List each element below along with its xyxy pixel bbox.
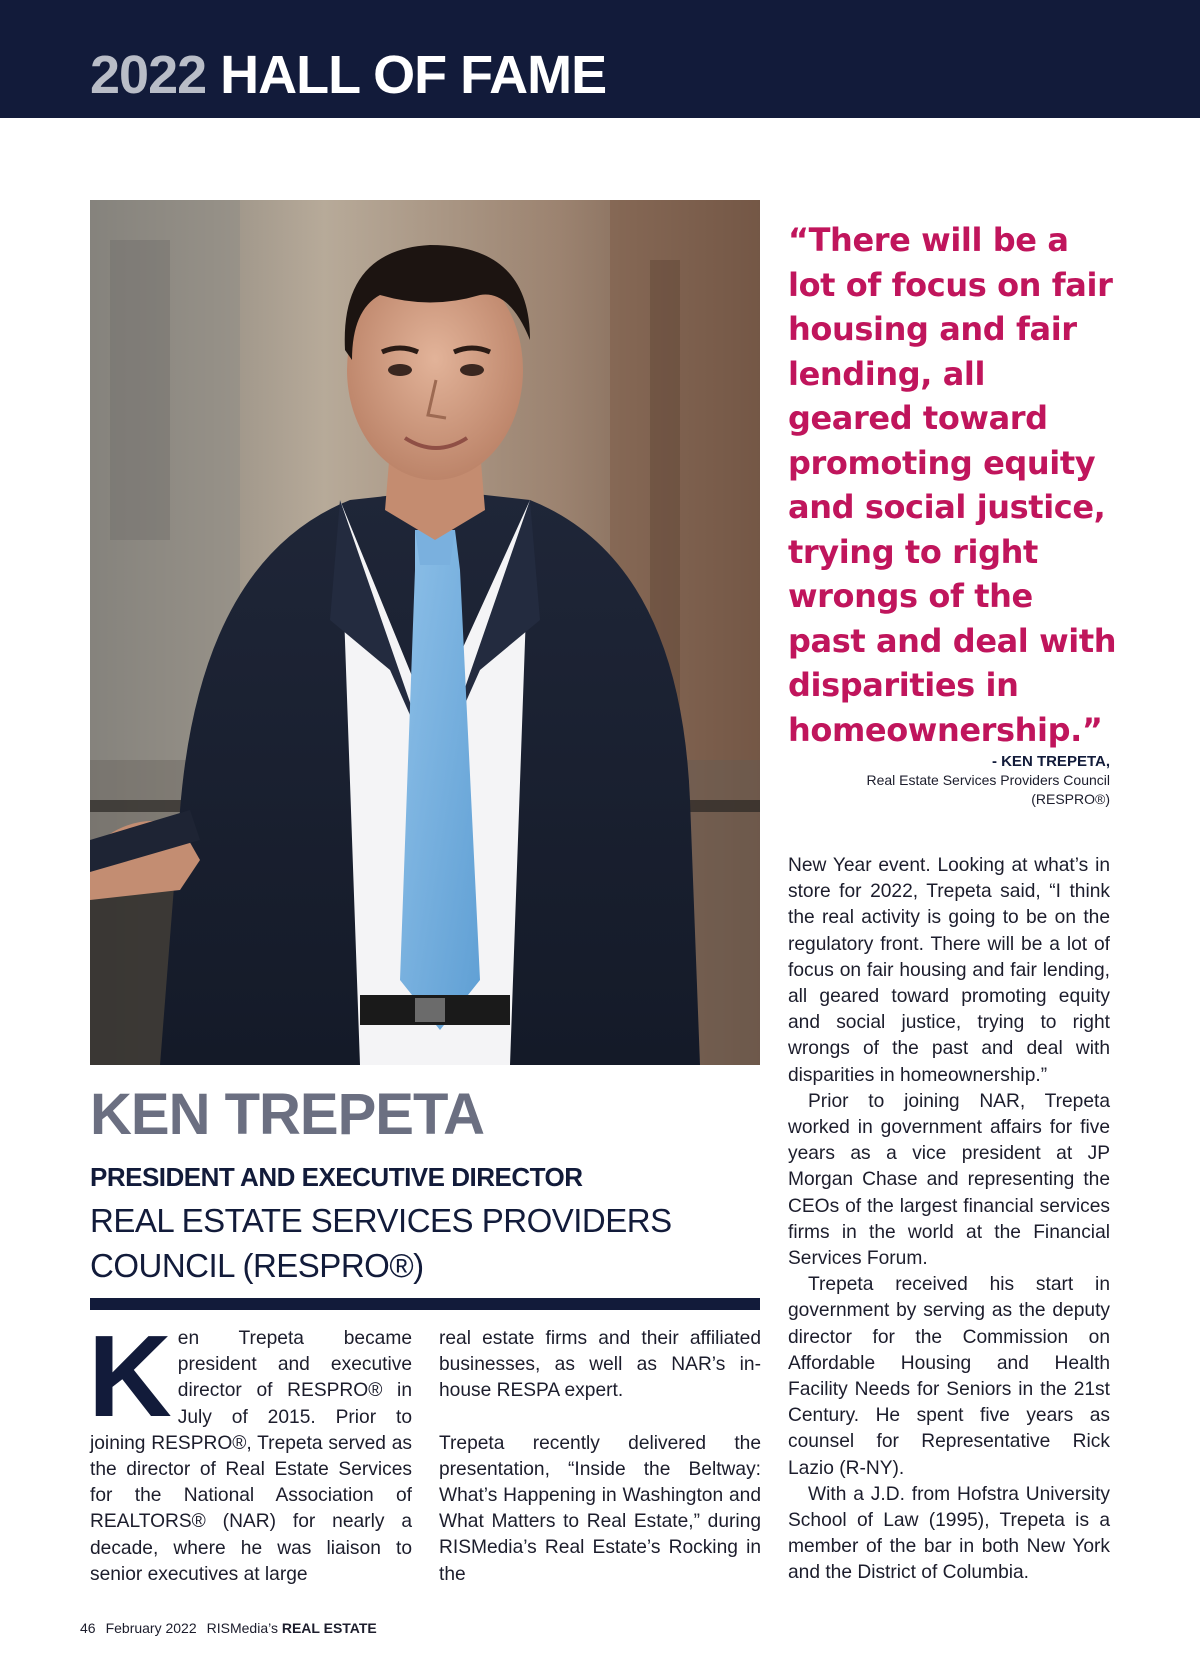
heading-year: 2022 bbox=[90, 45, 207, 105]
article-column-2 bbox=[439, 1326, 761, 1588]
article-paragraph: real estate firms and their affiliated businesses, as well as NAR’s in-house RESPA expert. bbox=[439, 1328, 761, 1402]
publisher-name: RISMedia’s bbox=[206, 1620, 278, 1636]
article-paragraph: Prior to joining NAR, Trepeta worked in government affairs for five years as a vice president at JP Morgan Chase and representing the CEOs of the largest financial services firms in the world at the Financial Services Forum. bbox=[788, 1090, 1110, 1270]
article-paragraph: Trepeta recently delivered the presentation, “Inside the Beltway: What’s Happening in Washington and What Matters to Real Estate,” during RISMedia’s Real Estate’s Rocking in the bbox=[439, 1432, 761, 1585]
page-heading bbox=[90, 45, 607, 105]
person-role: PRESIDENT AND EXECUTIVE DIRECTOR bbox=[90, 1162, 583, 1192]
quote-attribution bbox=[780, 752, 1110, 809]
section-divider bbox=[90, 1298, 760, 1310]
attribution-org-line1: Real Estate Services Providers Council bbox=[866, 772, 1110, 788]
page-footer bbox=[80, 1620, 377, 1636]
article-column-3 bbox=[788, 853, 1110, 1587]
drop-cap: K bbox=[88, 1311, 172, 1441]
portrait-illustration bbox=[90, 200, 760, 1065]
organization-name-line1: REAL ESTATE SERVICES PROVIDERS bbox=[90, 1202, 672, 1239]
magazine-name: REAL ESTATE bbox=[281, 1620, 377, 1636]
page-number: 46 bbox=[80, 1620, 96, 1636]
organization-name bbox=[90, 1198, 710, 1288]
organization-name-line2: COUNCIL (RESPRO®) bbox=[90, 1247, 424, 1284]
attribution-name: - KEN TREPETA, bbox=[991, 753, 1110, 770]
article-paragraph: Trepeta received his start in government by serving as the deputy director for the Commission on Affordable Housing and Health Facility Needs for Seniors in the 21st Century. He spent five years as counsel for Representative Rick Lazio (R-NY). bbox=[788, 1274, 1110, 1479]
portrait-photo bbox=[90, 200, 760, 1065]
person-name: KEN TREPETA bbox=[90, 1082, 484, 1147]
header-banner bbox=[0, 0, 1200, 118]
pull-quote: “There will be a lot of focus on fair housing and fair lending, all geared toward promoting equity and social justice, trying to right wrongs of the past and deal with disparities in homeownership.” bbox=[788, 221, 1117, 749]
issue-date: February 2022 bbox=[105, 1620, 197, 1636]
article-column-1 bbox=[88, 1311, 412, 1588]
article-paragraph: New Year event. Looking at what’s in store for 2022, Trepeta said, “I think the real activity is going to be on the regulatory front. There will be a lot of focus on fair housing and fair lending, all geared toward promoting equity and social justice, trying to right wrongs of the past and deal with disparities in homeownership.” bbox=[788, 855, 1110, 1086]
article-paragraph: With a J.D. from Hofstra University School of Law (1995), Trepeta is a member of the bar in both New York and the District of Columbia. bbox=[788, 1483, 1110, 1584]
attribution-org-line2: (RESPRO®) bbox=[1031, 791, 1110, 807]
heading-text: HALL OF FAME bbox=[220, 45, 607, 105]
article-paragraph: en Trepeta became president and executive director of RESPRO® in July of 2015. Prior to joining RESPRO®, Trepeta served as the director of Real Estate Services for the National Association of REALTORS® (NAR) for nearly a decade, where he was liaison to senior executives at large bbox=[90, 1328, 412, 1585]
